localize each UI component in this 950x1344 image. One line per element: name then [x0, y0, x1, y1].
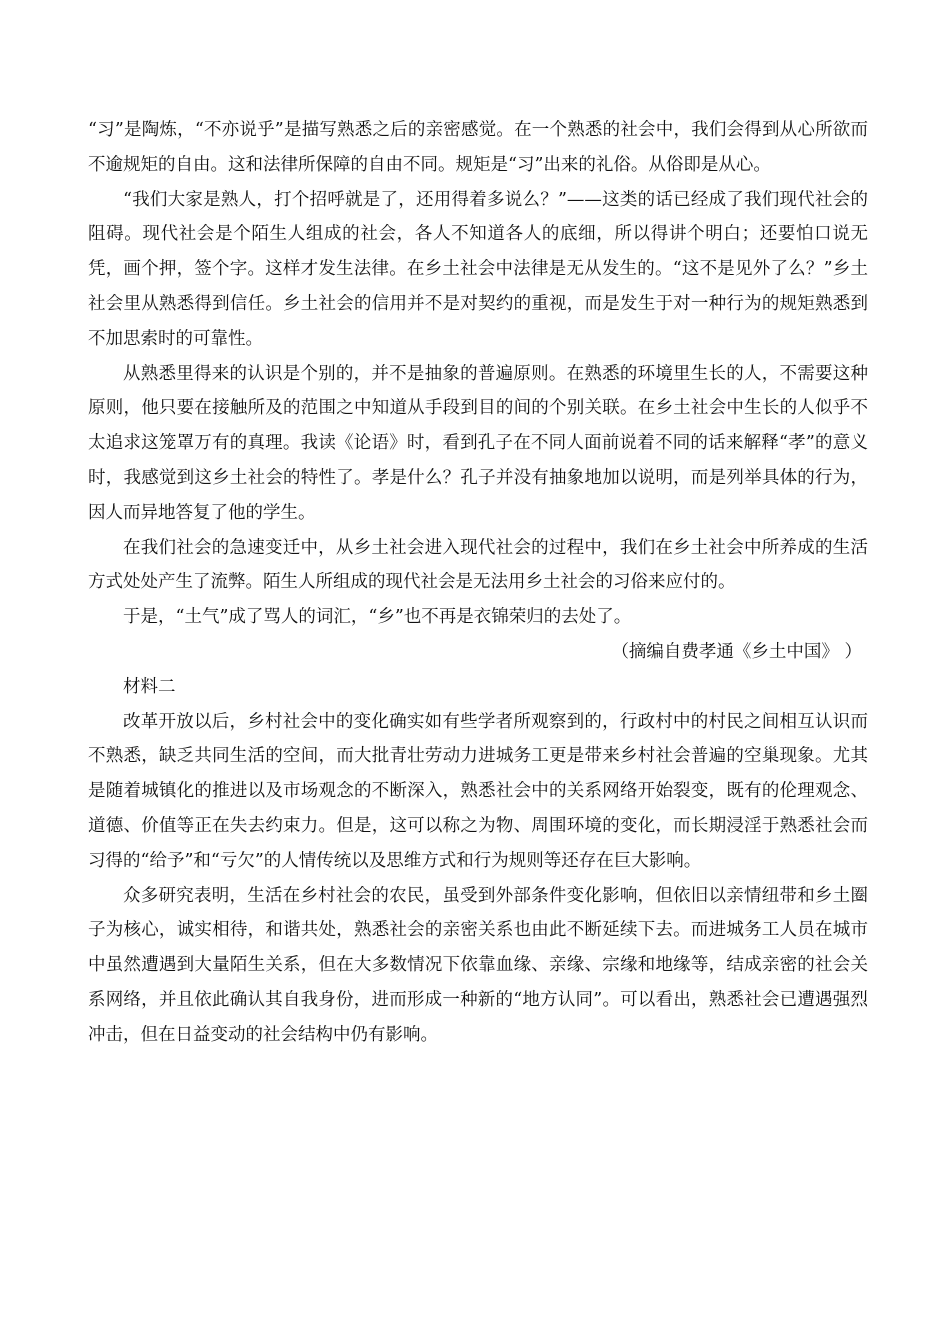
paragraph-1: “习”是陶炼，“不亦说乎”是描写熟悉之后的亲密感觉。在一个熟悉的社会中，我们会得到从心所欲而不逾规矩的自由。这和法律所保障的自由不同。规矩是“习”出来的礼俗。从俗即是从心。	[88, 120, 868, 175]
source-citation: （摘编自费孝通《乡土中国》 ）	[611, 641, 862, 662]
paragraph-6: 改革开放以后，乡村社会中的变化确实如有些学者所观察到的，行政村中的村民之间相互认识而不熟悉，缺乏共同生活的空间，而大批青壮劳动力进城务工更是带来乡村社会普遍的空巢现象。尤其是随着城镇化的推进以及市场观念的不断深入，熟悉社会中的关系网络开始裂变，既有的伦理观念、道德、价值等正在失去约束力。但是，这可以称之为物、周围环境的变化，而长期浸淫于熟悉社会而习得的“给予”和“亏欠”的人情传统以及思维方式和行为规则等还存在巨大影响。	[88, 711, 868, 871]
document-page	[88, 113, 868, 1053]
paragraph-4: 在我们社会的急速变迁中，从乡土社会进入现代社会的过程中，我们在乡土社会中所养成的生活方式处处产生了流弊。陌生人所组成的现代社会是无法用乡土社会的习俗来应付的。	[88, 537, 868, 593]
material-2-heading: 材料二	[123, 676, 176, 697]
paragraph-3: 从熟悉里得来的认识是个别的，并不是抽象的普遍原则。在熟悉的环境里生长的人，不需要这种原则，他只要在接触所及的范围之中知道从手段到目的间的个别关联。在乡土社会中生长的人似乎不太追求这笼罩万有的真理。我读《论语》时，看到孔子在不同人面前说着不同的话来解释“孝”的意义时，我感觉到这乡土社会的特性了。孝是什么？孔子并没有抽象地加以说明，而是列举具体的行为，因人而异地答复了他的学生。	[88, 363, 868, 523]
paragraph-2: “我们大家是熟人，打个招呼就是了，还用得着多说么？”——这类的话已经成了我们现代社会的阻碍。现代社会是个陌生人组成的社会，各人不知道各人的底细，所以得讲个明白；还要怕口说无凭，画个押，签个字。这样才发生法律。在乡土社会中法律是无从发生的。“这不是见外了么？”乡土社会里从熟悉得到信任。乡土社会的信用并不是对契约的重视，而是发生于对一种行为的规矩熟悉到不加思索时的可靠性。	[88, 189, 868, 349]
paragraph-5: 于是，“土气”成了骂人的词汇，“乡”也不再是衣锦荣归的去处了。	[123, 607, 632, 628]
paragraph-7: 众多研究表明，生活在乡村社会的农民，虽受到外部条件变化影响，但依旧以亲情纽带和乡土圈子为核心，诚实相待，和谐共处，熟悉社会的亲密关系也由此不断延续下去。而进城务工人员在城市中虽然遭遇到大量陌生关系，但在大多数情况下依靠血缘、亲缘、宗缘和地缘等，结成亲密的社会关系网络，并且依此确认其自我身份，进而形成一种新的“地方认同”。可以看出，熟悉社会已遭遇强烈冲击，但在日益变动的社会结构中仍有影响。	[88, 885, 868, 1045]
